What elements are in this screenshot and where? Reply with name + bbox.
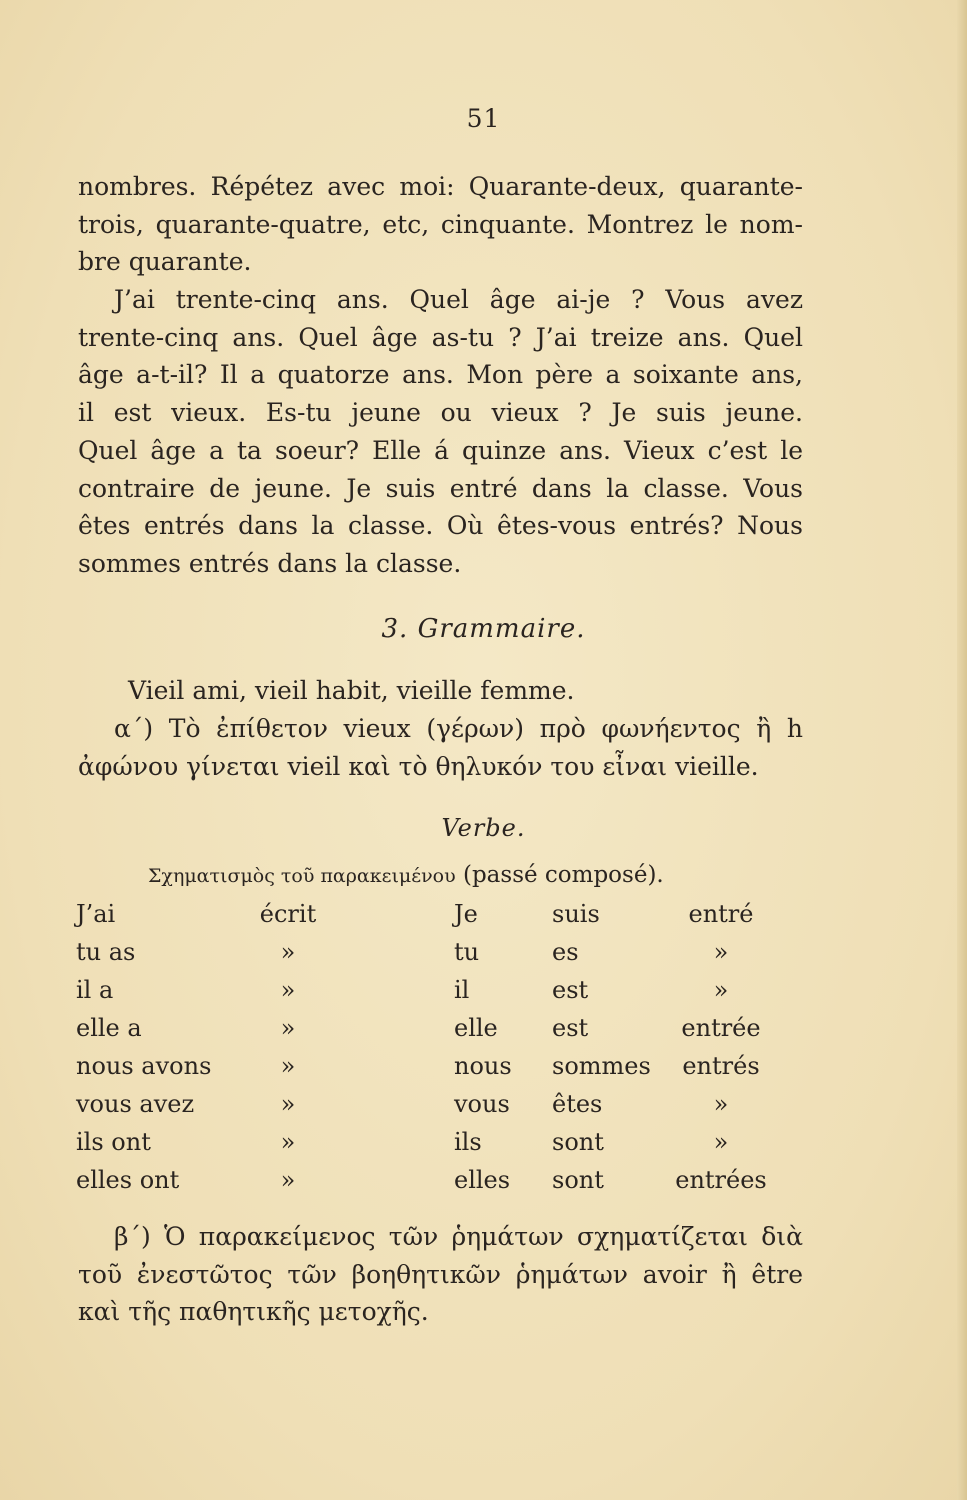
participle-avoir: » [280,1052,296,1080]
text-line: α΄) Τὸ ἐπίθετον vieux (γέρων) πρὸ φωνήεντος ἢ h [114,714,803,743]
auxiliary-etre: est [552,976,589,1004]
pronoun-etre: il [454,976,470,1004]
table-row [76,938,796,976]
participle-etre: » [713,1090,729,1118]
participle-avoir: » [280,1128,296,1156]
auxiliary-etre: suis [552,900,600,928]
page-edge [957,0,967,1500]
scheme-french: (passé composé). [462,862,664,888]
auxiliary-etre: est [552,1014,589,1042]
pronoun-avoir: nous avons [76,1052,212,1080]
participle-etre: entrés [682,1052,760,1080]
table-row [76,900,796,938]
text-line: καὶ τῆς παθητικῆς μετοχῆς. [78,1297,429,1327]
verbe-title: Verbe. [441,814,526,842]
text-line: trente-cinq ans. Quel âge as-tu ? J’ai treize ans. Quel [78,322,803,352]
text-line: nombres. Répétez avec moi: Quarante-deux, quarante- [78,172,803,201]
auxiliary-etre: sommes [552,1052,651,1080]
text-line: sommes entrés dans la classe. [78,548,462,578]
auxiliary-etre: êtes [552,1090,603,1118]
text-line: trois, quarante-quatre, etc, cinquante. Montrez le nom- [78,209,803,239]
table-row [76,1090,796,1128]
text-line: Quel âge a ta soeur? Elle á quinze ans. Vieux c’est le [78,435,803,465]
table-row [76,976,796,1014]
pronoun-avoir: elle a [76,1014,142,1042]
text-line: τοῦ ἐνεστῶτος τῶν βοηθητικῶν ῥημάτων avoir ἢ être [78,1259,803,1289]
grammar-rule-a [78,710,803,785]
table-row [76,1128,796,1166]
auxiliary-etre: sont [552,1128,604,1156]
grammar-example [78,672,803,710]
participle-avoir: » [280,938,296,966]
conjugation-table [76,900,796,1204]
participle-avoir: » [280,1166,296,1194]
pronoun-avoir: tu as [76,938,136,966]
pronoun-etre: elle [454,1014,498,1042]
pronoun-etre: tu [454,938,480,966]
text-line: contraire de jeune. Je suis entré dans la classe. Vous [78,473,803,503]
table-row [76,1052,796,1090]
text-line: êtes entrés dans la classe. Où êtes-vous entrés? Nous [78,511,803,541]
pronoun-etre: Je [454,900,478,928]
participle-etre: entrées [675,1166,767,1194]
participle-etre: » [713,976,729,1004]
pronoun-etre: ils [454,1128,482,1156]
text-line: âge a-t-il? Il a quatorze ans. Mon père a soixante ans, [78,360,803,390]
pronoun-avoir: vous avez [76,1090,195,1118]
participle-avoir: écrit [259,900,317,928]
pronoun-avoir: elles ont [76,1166,180,1194]
text-line: bre quarante. [78,247,252,277]
pronoun-avoir: ils ont [76,1128,151,1156]
text-line: il est vieux. Es-tu jeune ou vieux ? Je suis jeune. [78,398,803,428]
paragraph-ages [78,281,803,583]
text-line: J’ai trente-cinq ans. Quel âge ai-je ? Vous avez [114,285,803,314]
grammar-rule-b [78,1218,803,1331]
auxiliary-etre: sont [552,1166,604,1194]
participle-avoir: » [280,1014,296,1042]
participle-etre: » [713,1128,729,1156]
table-row [76,1014,796,1052]
pronoun-etre: elles [454,1166,511,1194]
text-line: ἀφώνου γίνεται vieil καὶ τὸ θηλυκόν του εἶναι vieille. [78,751,759,781]
text-line: β΄) Ὁ παρακείμενος τῶν ῥημάτων σχηματίζεται διὰ [114,1222,803,1251]
paragraph-numbers [78,168,803,281]
table-row [76,1166,796,1204]
pronoun-etre: vous [454,1090,510,1118]
participle-etre: entré [688,900,754,928]
section-title: 3. Grammaire. [381,614,586,644]
participle-etre: entrée [681,1014,761,1042]
participle-avoir: » [280,1090,296,1118]
scheme-line [148,862,728,888]
pronoun-avoir: il a [76,976,114,1004]
scheme-greek: Σχηματισμὸς τοῦ παρακειμένου [148,865,456,887]
pronoun-avoir: J’ai [76,900,116,928]
participle-avoir: » [280,976,296,1004]
participle-etre: » [713,938,729,966]
text-line: Vieil ami, vieil habit, vieille femme. [128,676,575,705]
auxiliary-etre: es [552,938,579,966]
page-number: 51 [466,104,501,133]
pronoun-etre: nous [454,1052,512,1080]
